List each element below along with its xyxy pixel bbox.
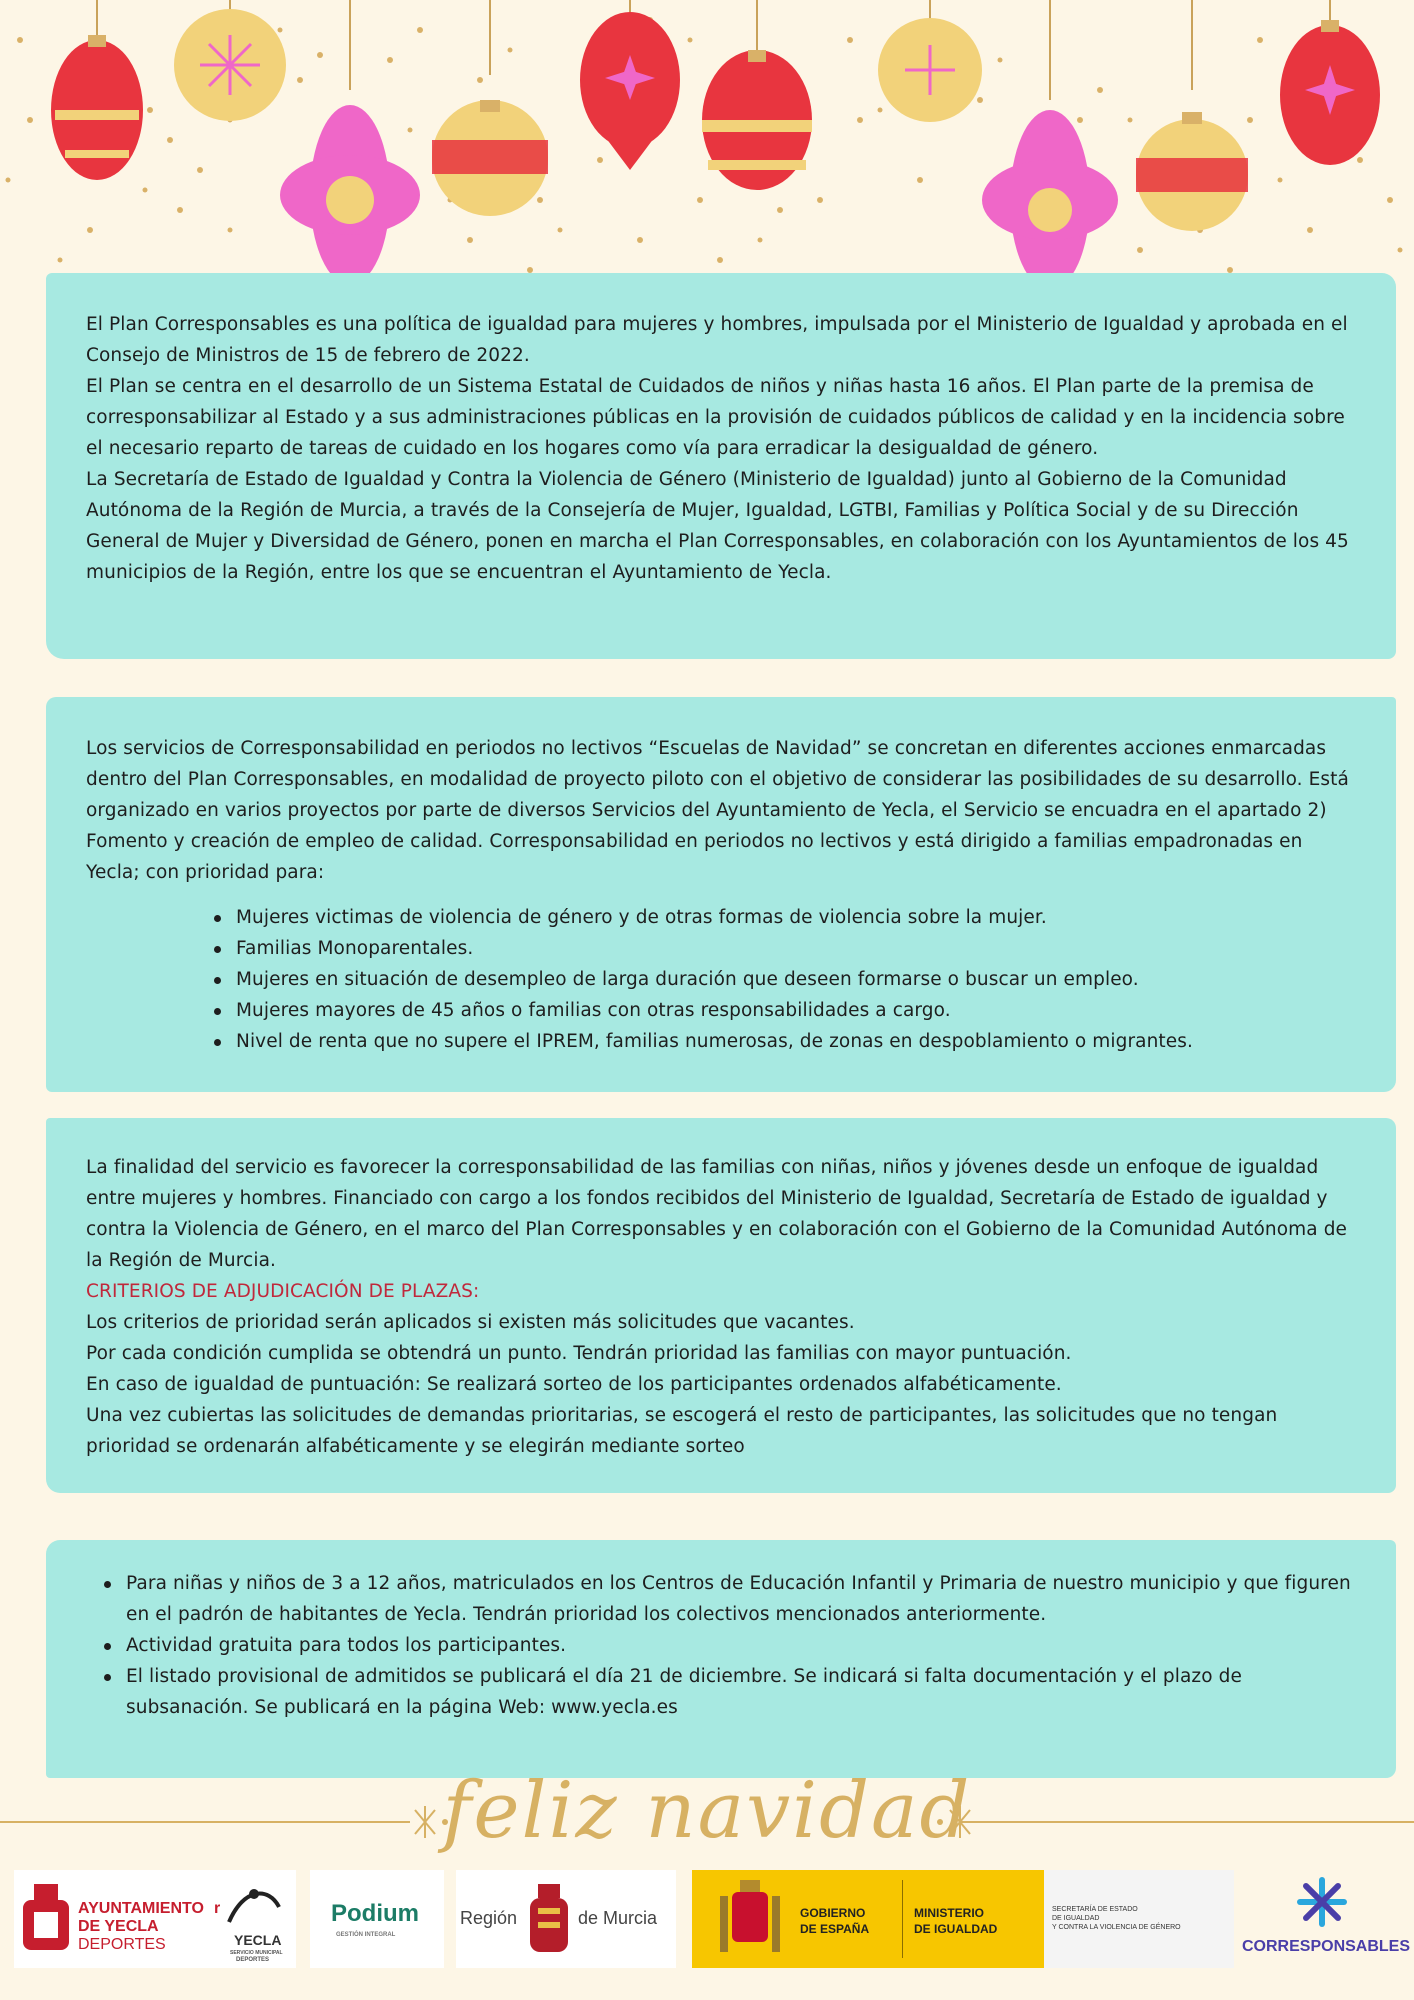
podium-sub: GESTIÓN INTEGRAL <box>336 1932 396 1938</box>
corresp-name: CORRESPONSABLES <box>1242 1938 1411 1955</box>
intro-paragraph-3: La Secretaría de Estado de Igualdad y Contra la Violencia de Género (Ministerio de Igualdad) junto al Gobierno de la Comunidad Autónoma de la Región de Murcia, a través de la Consejería de Mujer, Igualdad, LGTBI, Familias y Política Social y de su Dirección General de Mujer y Diversidad de Género, ponen en marcha el Plan Corresponsables, en colaboración con los Ayuntamientos de los 45 municipios de la Región, entre los que se encuentran el Ayuntamiento de Yecla. <box>86 469 1349 583</box>
services-panel <box>46 697 1396 1092</box>
secretaria-estado-logo <box>1044 1870 1234 1968</box>
region-left: Región <box>460 1908 518 1928</box>
yecla-name: YECLA <box>234 1932 282 1948</box>
podium-logo <box>310 1870 444 1968</box>
corresponsables-logo <box>1238 1870 1411 1968</box>
list-item: Para niñas y niños de 3 a 12 años, matriculados en los Centros de Educación Infantil y Primaria de nuestro municipio y que figuren en el padrón de habitantes de Yecla. Tendrán prioridad los colectivos mencionados anteriormente. <box>126 1568 1360 1630</box>
list-item: Familias Monoparentales. <box>236 933 1360 964</box>
criteria-line: Los criterios de prioridad serán aplicados si existen más solicitudes que vacantes. <box>86 1312 855 1333</box>
min-line1: MINISTERIO <box>914 1906 985 1920</box>
priority-list <box>236 902 1360 1057</box>
purpose-panel <box>46 1118 1396 1493</box>
spain-coat-of-arms-icon <box>718 1878 782 1962</box>
sponsor-logos <box>0 1868 1414 1978</box>
info-list <box>126 1568 1360 1723</box>
ayto-cut: r <box>214 1900 221 1917</box>
intro-paragraph-1: El Plan Corresponsables es una política de igualdad para mujeres y hombres, impulsada por el Ministerio de Igualdad y aprobada en el Consejo de Ministros de 15 de febrero de 2022. <box>86 314 1348 366</box>
ayto-line1: AYUNTAMIENTO <box>78 1900 204 1917</box>
criteria-title: CRITERIOS DE ADJUDICACIÓN DE PLAZAS: <box>86 1281 480 1302</box>
christmas-ornaments-decoration <box>0 0 1414 300</box>
ayuntamiento-yecla-logo <box>14 1870 296 1968</box>
murcia-crest-icon <box>526 1882 572 1954</box>
gobierno-espana-logo <box>692 1870 1044 1968</box>
purpose-text: La finalidad del servicio es favorecer la corresponsabilidad de las familias con niñas, niños y jóvenes desde un enfoque de igualdad entre mujeres y hombres. Financiado con cargo a los fondos recibidos del Ministerio de Igualdad, Secretaría de Estado de igualdad y contra la Violencia de Género, en el marco del Plan Corresponsables y en colaboración con el Gobierno de la Comunidad Autónoma de la Región de Murcia. <box>86 1157 1348 1271</box>
services-text: Los servicios de Corresponsabilidad en periodos no lectivos “Escuelas de Navidad” se concretan en diferentes acciones enmarcadas dentro del Plan Corresponsables, en modalidad de proyecto piloto con el objetivo de considerar las posibilidades de su desarrollo. Está organizado en varios proyectos por parte de diversos Servicios del Ayuntamiento de Yecla, el Servicio se encuadra en el apartado 2) Fomento y creación de empleo de calidad. Corresponsabilidad en periodos no lectivos y está dirigido a familias empadronadas en Yecla; con prioridad para: <box>86 738 1349 883</box>
intro-paragraph-2: El Plan se centra en el desarrollo de un Sistema Estatal de Cuidados de niños y niñas hasta 16 años. El Plan parte de la premisa de corresponsabilizar al Estado y a sus administraciones públicas en la provisión de cuidados públicos de calidad y en la incidencia sobre el necesario reparto de tareas de cuidado en los hogares como vía para erradicar la desigualdad de género. <box>86 376 1345 459</box>
min-line2: DE IGUALDAD <box>914 1922 998 1936</box>
gob-line2: DE ESPAÑA <box>800 1922 870 1936</box>
region-murcia-logo <box>456 1870 676 1968</box>
region-right: de Murcia <box>578 1908 658 1928</box>
ayto-line3: DEPORTES <box>78 1936 166 1953</box>
podium-name: Podium <box>331 1900 419 1927</box>
yecla-shield-icon <box>20 1878 74 1958</box>
sec-line2: DE IGUALDAD <box>1052 1915 1100 1922</box>
list-item: El listado provisional de admitidos se publicará el día 21 de diciembre. Se indicará si falta documentación y el plazo de subsanación. Se publicará en la página Web: www.yecla.es <box>126 1661 1360 1723</box>
criteria-line: En caso de igualdad de puntuación: Se realizará sorteo de los participantes ordenados alfabéticamente. <box>86 1374 1062 1395</box>
yecla-sub2: DEPORTES <box>236 1957 270 1963</box>
info-panel <box>46 1540 1396 1778</box>
list-item: Mujeres mayores de 45 años o familias con otras responsabilidades a cargo. <box>236 995 1360 1026</box>
feliz-navidad-title: feliz navidad <box>442 1766 972 1856</box>
list-item: Mujeres en situación de desempleo de larga duración que deseen formarse o buscar un empleo. <box>236 964 1360 995</box>
logo-divider <box>902 1880 903 1958</box>
sec-line1: SECRETARÍA DE ESTADO <box>1052 1906 1138 1913</box>
list-item: Mujeres victimas de violencia de género y de otras formas de violencia sobre la mujer. <box>236 902 1360 933</box>
list-item: Nivel de renta que no supere el IPREM, familias numerosas, de zonas en despoblamiento o migrantes. <box>236 1026 1360 1057</box>
corresponsables-star-icon <box>1292 1874 1352 1930</box>
list-item: Actividad gratuita para todos los participantes. <box>126 1630 1360 1661</box>
sec-line3: Y CONTRA LA VIOLENCIA DE GÉNERO <box>1052 1924 1181 1931</box>
greeting-row <box>0 1762 1414 1872</box>
criteria-line: Una vez cubiertas las solicitudes de demandas prioritarias, se escogerá el resto de participantes, las solicitudes que no tengan prioridad se ordenarán alfabéticamente y se elegirán mediante sorteo <box>86 1405 1278 1457</box>
ayto-line2: DE YECLA <box>78 1918 159 1935</box>
criteria-line: Por cada condición cumplida se obtendrá un punto. Tendrán prioridad las familias con mayor puntuación. <box>86 1343 1072 1364</box>
intro-panel <box>46 273 1396 659</box>
runner-icon <box>224 1882 284 1932</box>
yecla-sub1: SERVICIO MUNICIPAL <box>230 1950 283 1956</box>
gob-line1: GOBIERNO <box>800 1906 866 1920</box>
